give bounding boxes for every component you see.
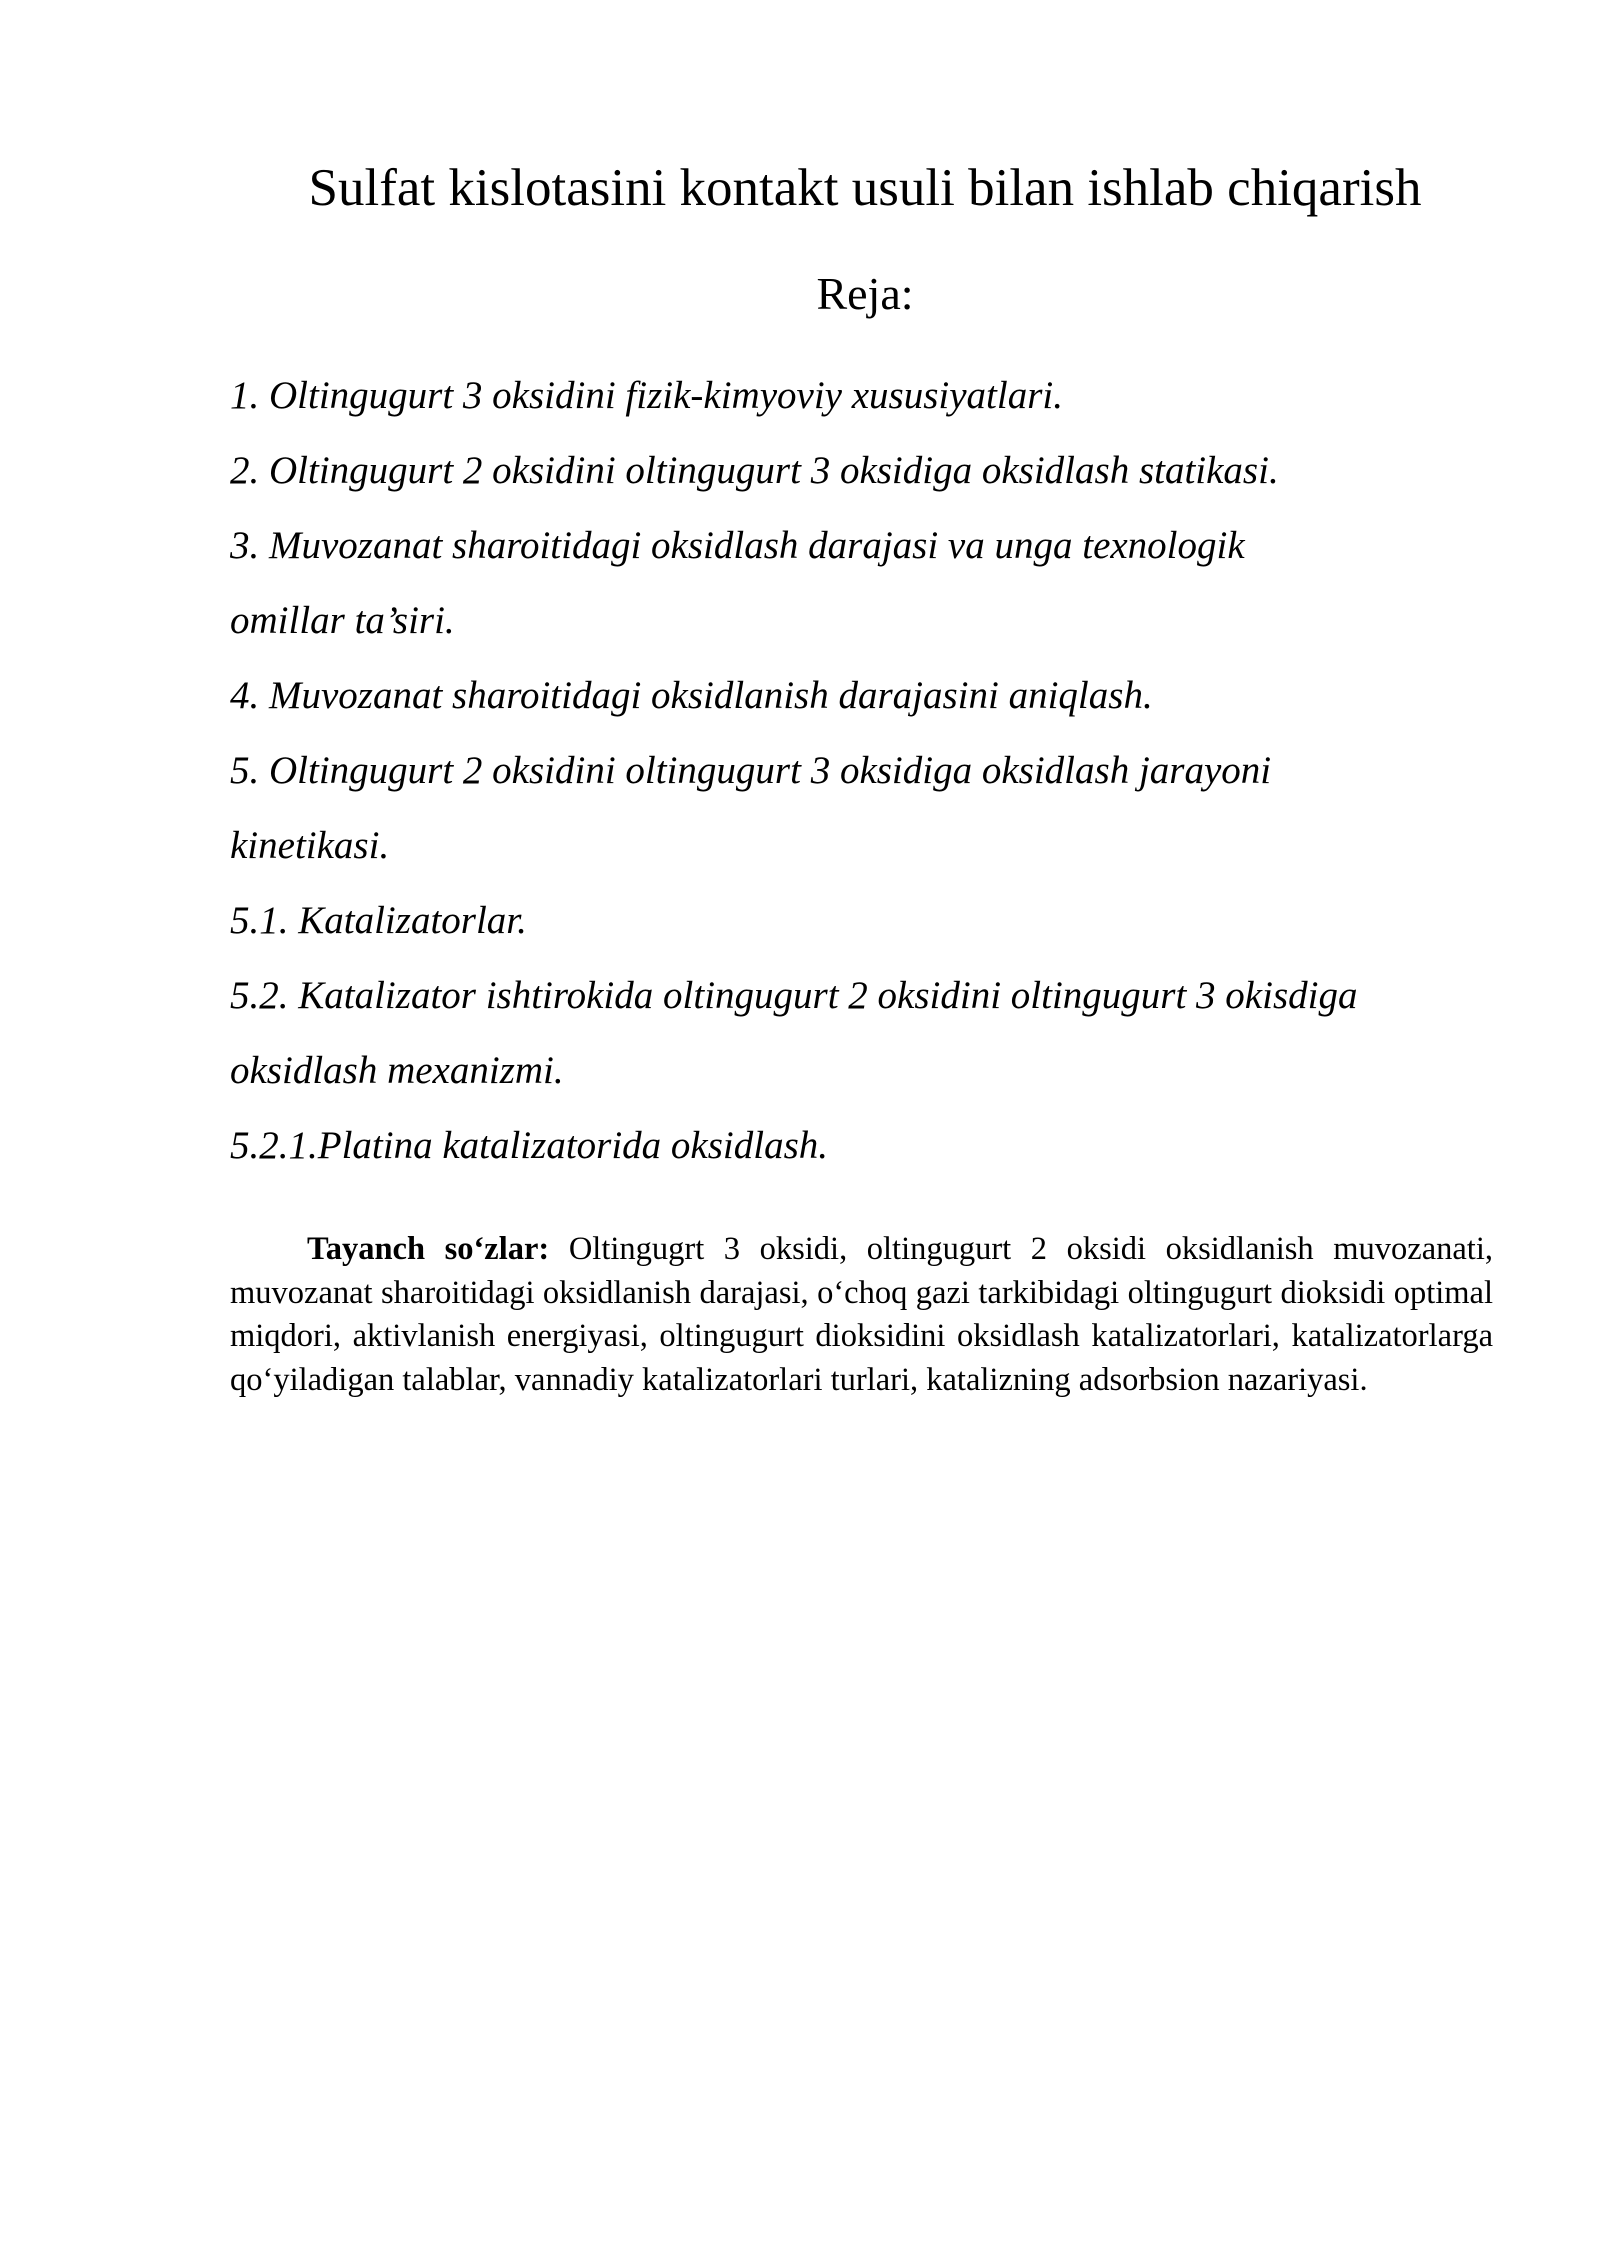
document-title: Sulfat kislotasini kontakt usuli bilan ishlab chiqarish [308, 159, 1422, 217]
plan-line: oksidlash mexanizmi. [230, 1049, 564, 1092]
plan-line: 5. Oltingugurt 2 oksidini oltingugurt 3 oksidiga oksidlash jarayoni [230, 749, 1272, 792]
plan-line: 3. Muvozanat sharoitidagi oksidlash darajasi va unga texnologik [230, 524, 1245, 567]
keywords-paragraph [230, 1228, 1493, 1402]
plan-line: 5.2.1.Platina katalizatorida oksidlash. [230, 1124, 829, 1167]
plan-line: 1. Oltingugurt 3 oksidini fizik-kimyoviy xususiyatlari. [230, 374, 1063, 417]
plan-line: 4. Muvozanat sharoitidagi oksidlanish darajasini aniqlash. [230, 674, 1153, 717]
plan-line: omillar ta’siri. [230, 599, 455, 642]
plan-line: 5.1. Katalizatorlar. [230, 899, 527, 942]
keywords-text: Oltingugrt 3 oksidi, oltingugurt 2 oksidi oksidlanish muvozanati, muvozanat sharoitidagi oksidlanish darajasi, o‘choq gazi tarkibidagi oltingugurt dioksidi optimal miqdori, aktivlanish energiyasi, oltingugurt dioksidini oksidlash katalizatorlari, katalizatorlarga qo‘yiladigan talablar, vannadiy katalizatorlari turlari, katalizning adsorbsion nazariyasi. [230, 1231, 1493, 1398]
plan-heading: Reja: [816, 268, 914, 319]
plan-line: 5.2. Katalizator ishtirokida oltingugurt 2 oksidini oltingugurt 3 okisdiga [230, 974, 1358, 1017]
keywords-label: Tayanch so‘zlar: [307, 1231, 550, 1267]
plan-list [230, 358, 1550, 1183]
plan-line: 2. Oltingugurt 2 oksidini oltingugurt 3 oksidiga oksidlash statikasi. [230, 449, 1279, 492]
plan-line: kinetikasi. [230, 824, 390, 867]
